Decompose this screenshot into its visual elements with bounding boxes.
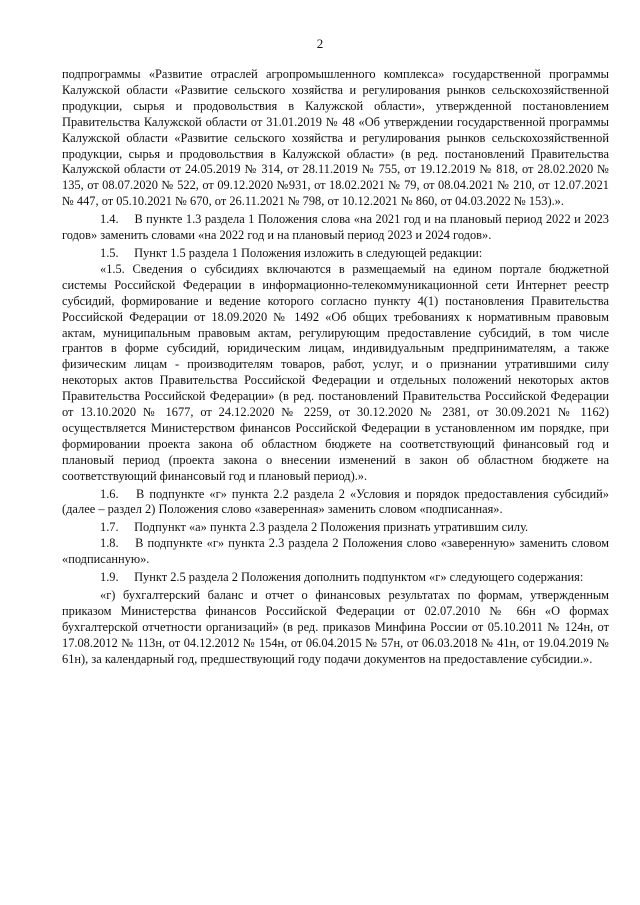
paragraph-1-7: 1.7. Подпункт «а» пункта 2.3 раздела 2 Положения признать утратившим силу. [100, 520, 529, 535]
page-number: 2 [316, 36, 324, 51]
paragraph-1-5-text: «1.5. Сведения о субсидиях включаются в размещаемый на едином портале бюджетной системы Российской Федерации в информационно-телекоммуникационной сети Интернет реестр субсидий, формирование и ведение которого согласно пункту 4(1) постановления Правительства Российской Федерации от 18.09.2020 № 1492 «Об общих требованиях к нормативным правовым актам, муниципальным правовым актам, регулирующим предоставление субсидий, в том числе грантов в форме субсидий, юридическим лицам, индивидуальным предпринимателям, а также физическим лицам - производителям товаров, работ, услуг, и о признании утратившими силу некоторых актов Правительства Российской Федерации и отдельных положений некоторых актов Правительства Российской Федерации» (в ред. постановлений Правительства Российской Федерации от 13.10.2020 № 1677, от 24.12.2020 № 2259, от 30.12.2020 № 2381, от 30.09.2021 № 1162) осуществляется Министерством финансов Российской Федерации в установленном им порядке, при формировании проекта закона об областном бюджете на соответствующий финансовый год и плановый период (проекта закона о внесении изменений в закон об областном бюджете на соответствующий финансовый год и плановый период).». [62, 261, 609, 483]
paragraph-1-9: 1.9. Пункт 2.5 раздела 2 Положения дополнить подпунктом «г» следующего содержания: [100, 570, 584, 585]
paragraph-1-9-text: «г) бухгалтерский баланс и отчет о финансовых результатах по формам, утвержденным приказом Министерства финансов Российской Федерации от 02.07.2010 № 66н «О формах бухгалтерской отчетности организаций» (в ред. приказов Минфина России от 05.10.2011 № 124н, от 17.08.2012 № 113н, от 04.12.2012 № 154н, от 06.04.2015 № 57н, от 06.03.2018 № 41н, от 19.04.2019 № 61н), за календарный год, предшествующий году подачи документов на предоставление субсидии.». [62, 588, 609, 666]
document-body [62, 67, 609, 668]
paragraph-1-8: 1.8. В подпункте «г» пункта 2.3 раздела 2 Положения слово «заверенную» заменить словом «подписанную». [62, 536, 609, 567]
paragraph-1-5: 1.5. Пункт 1.5 раздела 1 Положения изложить в следующей редакции: [100, 245, 483, 260]
paragraph-1-6: 1.6. В подпункте «г» пункта 2.2 раздела 2 «Условия и порядок предоставления субсидий» (далее – раздел 2) Положения слово «заверенная» заменить словом «подписанная». [62, 486, 609, 517]
paragraph-1-4: 1.4. В пункте 1.3 раздела 1 Положения слова «на 2021 год и на плановый период 2022 и 2023 годов» заменить словами «на 2022 год и на плановый период 2023 и 2024 годов». [62, 212, 609, 243]
paragraph-continuation: подпрограммы «Развитие отраслей агропромышленного комплекса» государственной программы Калужской области «Развитие сельского хозяйства и регулирования рынков сельскохозяйственной продукции, сырья и продовольствия в Калужской области», утвержденной постановлением Правительства Калужской области от 31.01.2019 № 48 «Об утверждении государственной программы Калужской области «Развитие сельского хозяйства и регулирования рынков сельскохозяйственной продукции, сырья и продовольствия в Калужской области» (в ред. постановлений Правительства Калужской области от 24.05.2019 № 314, от 28.11.2019 № 755, от 19.12.2019 № 818, от 28.02.2020 № 135, от 08.07.2020 № 522, от 09.12.2020 №931, от 18.02.2021 № 79, от 08.04.2021 № 210, от 12.07.2021 № 447, от 05.10.2021 № 670, от 26.11.2021 № 798, от 10.12.2021 № 860, от 04.03.2022 № 153).». [62, 67, 609, 209]
